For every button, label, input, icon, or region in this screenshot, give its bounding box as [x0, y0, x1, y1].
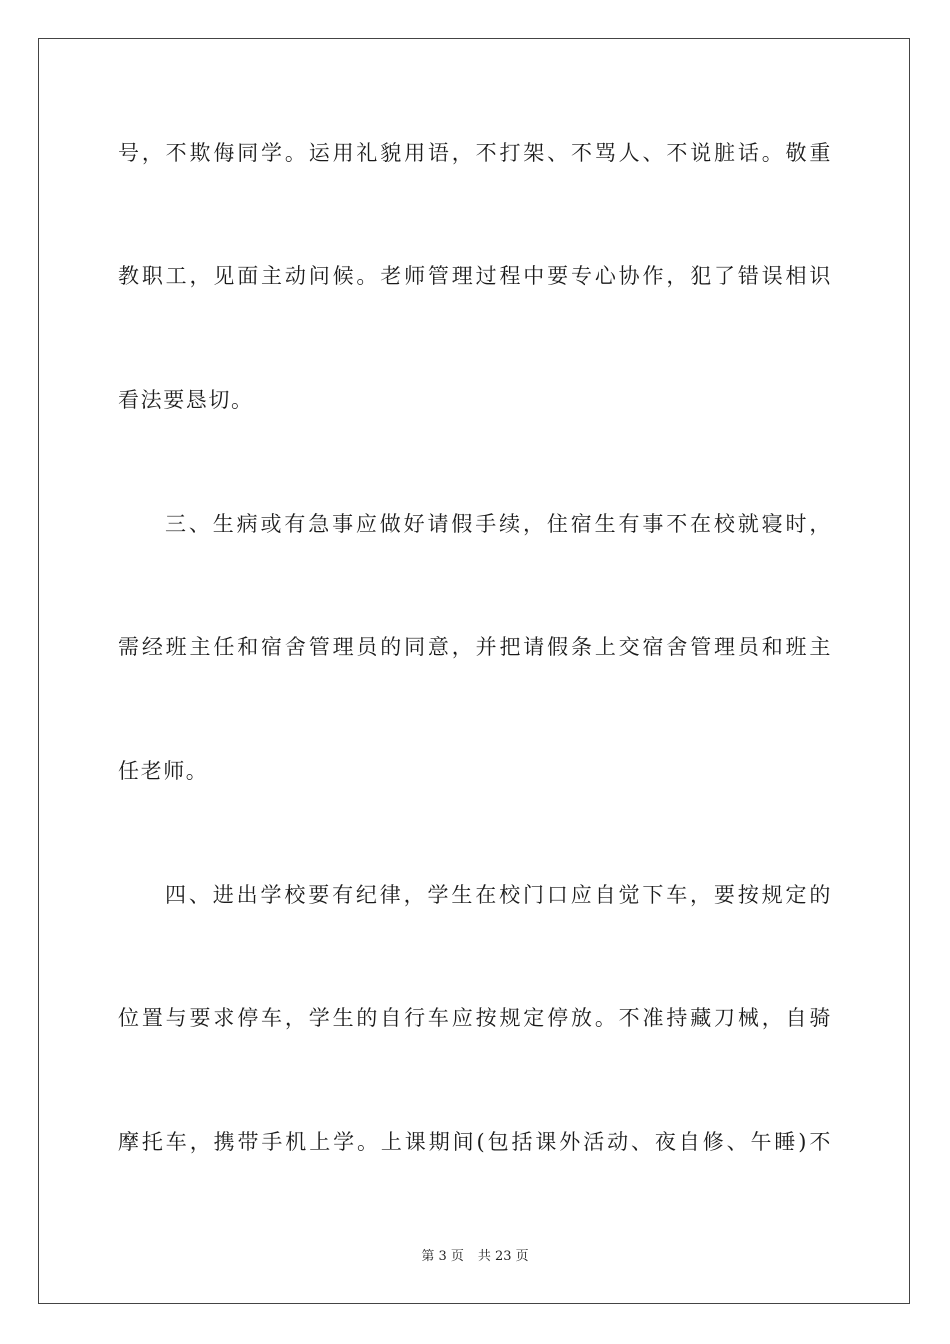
text-line-4: 三、生病或有急事应做好请假手续，住宿生有事不在校就寝时，: [165, 512, 832, 536]
text-line-9: 摩托车，携带手机上学。上课期间(包括课外活动、夜自修、午睡)不: [118, 1130, 832, 1154]
text-line-5: 需经班主任和宿舍管理员的同意，并把请假条上交宿舍管理员和班主: [118, 635, 832, 659]
text-line-6: 任老师。: [118, 759, 209, 783]
text-line-8: 位置与要求停车，学生的自行车应按规定停放。不准持藏刀械，自骑: [118, 1006, 832, 1030]
text-line-2: 教职工，见面主动问候。老师管理过程中要专心协作，犯了错误相识: [118, 264, 832, 288]
text-line-3: 看法要恳切。: [118, 388, 254, 412]
text-line-1: 号，不欺侮同学。运用礼貌用语，不打架、不骂人、不说脏话。敬重: [118, 141, 832, 165]
page-footer: [0, 1245, 950, 1264]
page-border: [38, 38, 910, 1304]
page-number: 第 3 页: [421, 1249, 464, 1264]
text-line-7: 四、进出学校要有纪律，学生在校门口应自觉下车，要按规定的: [165, 883, 832, 907]
total-pages: 共 23 页: [477, 1249, 529, 1264]
